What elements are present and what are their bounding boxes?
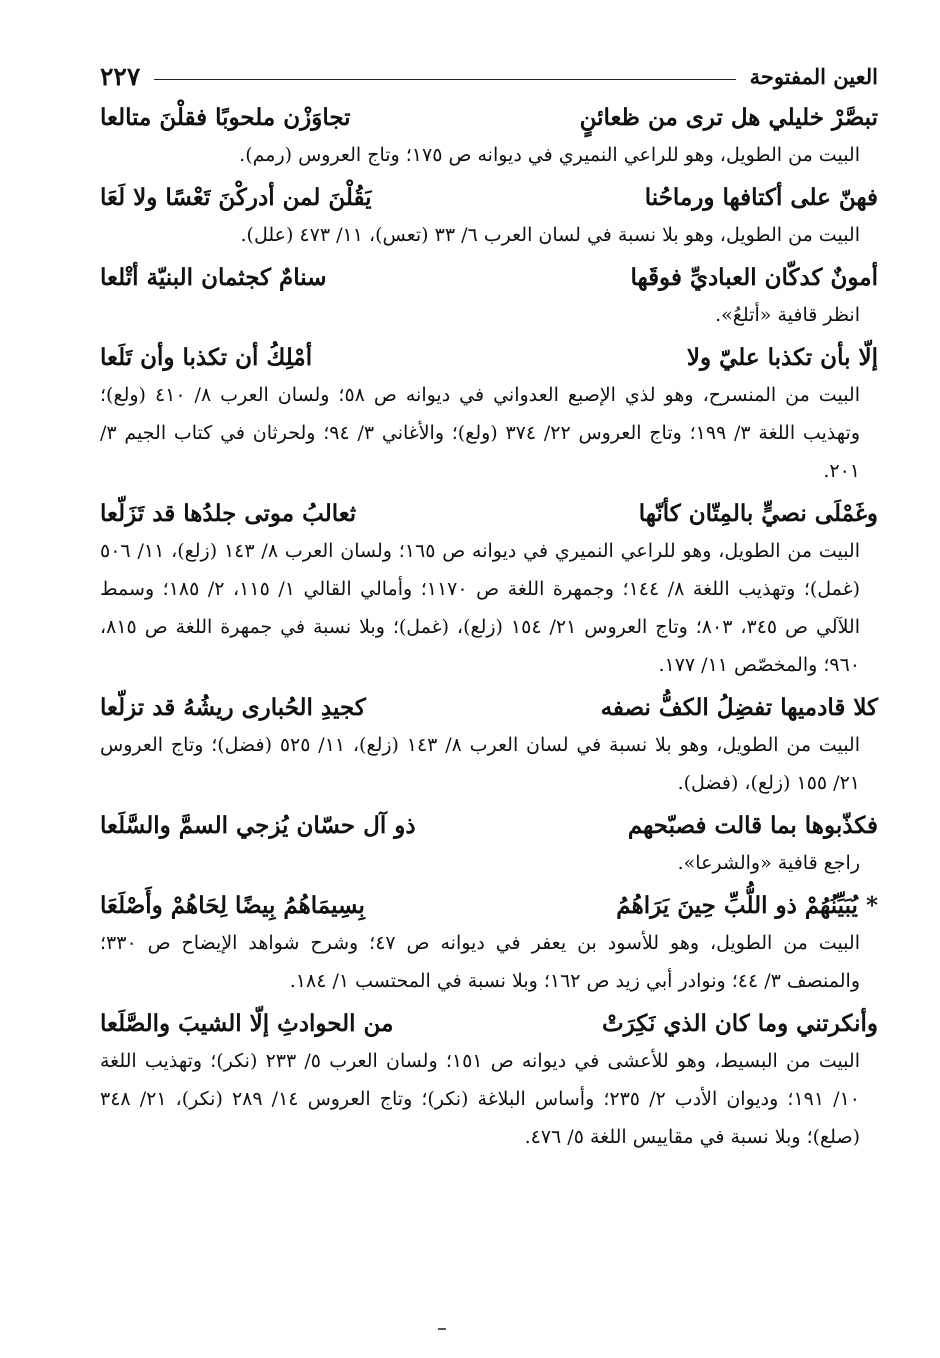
verse-line xyxy=(100,496,878,532)
first-hemistich: فكذّبوها بما قالت فصبّحهم xyxy=(627,812,878,839)
first-hemistich: وغَمْلَى نصيٍّ بالمِتّان كأنّها xyxy=(638,500,878,527)
second-hemistich: أمْلِكُ أن تكذبا وأن تَلَعا xyxy=(100,344,313,371)
second-hemistich: سنامٌ كجثمان البنيّة أتْلعا xyxy=(100,264,327,291)
verse-line xyxy=(100,180,878,216)
verse-entry xyxy=(100,100,878,174)
verse-note: البيت من الطويل، وهو للراعي النميري في ديوانه ص ١٧٥؛ وتاج العروس (رمم). xyxy=(239,144,860,166)
verse-note: البيت من الطويل، وهو للراعي النميري في ديوانه ص ١٦٥؛ ولسان العرب ٨/ ١٤٣ (زلع)، ١١/ ٥٠٦ (غمل)؛ وتهذيب اللغة ٨/ ١٤٤؛ وجمهرة اللغة ص ١١٧٠؛ وأمالي القالي ١/ ١١٥، ٢/ ١٨٥؛ وسمط اللآلي ص ٣٤٥، ٨٠٣؛ وتاج العروس ٢١/ ١٥٤ (زلع)، (غمل)؛ وبلا نسبة في جمهرة اللغة ص ٨١٥، ٩٦٠؛ والمخصّص ١١/ ١٧٧. xyxy=(100,540,860,676)
second-hemistich: تجاوَزْن ملحوبًا فقلْنَ متالعا xyxy=(100,104,351,131)
verse-entry xyxy=(100,808,878,882)
footer-mark xyxy=(438,1328,446,1330)
verse-line xyxy=(100,260,878,296)
verse-note: راجع قافية «والشرعا». xyxy=(677,852,860,874)
verse-line xyxy=(100,100,878,136)
first-hemistich: كلا قادميها تفضِلُ الكفُّ نصفه xyxy=(600,694,878,721)
header-rule xyxy=(154,79,735,80)
verse-entry xyxy=(100,1006,878,1156)
page-number: ٢٢٧ xyxy=(100,61,141,91)
first-hemistich: أمونٌ كدكّان العباديِّ فوقَها xyxy=(630,264,878,291)
second-hemistich: من الحوادثِ إلّا الشيبَ والصَّلَعا xyxy=(100,1010,394,1037)
second-hemistich: بِسِيمَاهُمُ بِيضًا لِحَاهُمْ وأَصْلَعَا xyxy=(100,892,365,919)
page-header xyxy=(100,58,878,94)
first-hemistich: تبصَّرْ خليلي هل ترى من ظعائنٍ xyxy=(579,104,878,131)
second-hemistich: يَقُلْنَ لمن أدركْنَ تَعْسًا ولا لَعَا xyxy=(100,184,372,211)
verse-note: البيت من الطويل، وهو بلا نسبة في لسان العرب ٨/ ١٤٣ (زلع)، ١١/ ٥٢٥ (فضل)؛ وتاج العروس ٢١/ ١٥٥ (زلع)، (فضل). xyxy=(100,734,860,794)
verse-note: البيت من الطويل، وهو للأسود بن يعفر في ديوانه ص ٤٧؛ وشرح شواهد الإيضاح ص ٣٣٠؛ والمنصف ٣/ ٤٤؛ ونوادر أبي زيد ص ١٦٢؛ وبلا نسبة في المحتسب ١/ ١٨٤. xyxy=(100,932,860,992)
verse-line xyxy=(100,888,878,924)
verse-note: انظر قافية «أتلعُ». xyxy=(715,304,860,326)
verse-note: البيت من البسيط، وهو للأعشى في ديوانه ص ١٥١؛ ولسان العرب ٥/ ٢٣٣ (نكر)؛ وتهذيب اللغة ١٠/ ١٩١؛ وديوان الأدب ٢/ ٢٣٥؛ وأساس البلاغة (نكر)؛ وتاج العروس ١٤/ ٢٨٩ (نكر)، ٢١/ ٣٤٨ (صلع)؛ وبلا نسبة في مقاييس اللغة ٥/ ٤٧٦. xyxy=(100,1050,860,1148)
verse-note: البيت من الطويل، وهو بلا نسبة في لسان العرب ٦/ ٣٣ (تعس)، ١١/ ٤٧٣ (علل). xyxy=(240,224,860,246)
verse-entry xyxy=(100,260,878,334)
verse-entry xyxy=(100,340,878,490)
first-hemistich: وأنكرتني وما كان الذي نَكِرَتْ xyxy=(601,1010,878,1037)
verse-entry xyxy=(100,496,878,684)
first-hemistich: * يُبَيِّنُهُمْ ذو اللُّبِّ حِينَ يَرَاهُمُ xyxy=(616,892,878,919)
first-hemistich: إلّا بأن تكذبا عليّ ولا xyxy=(686,344,878,371)
verse-line xyxy=(100,340,878,376)
verse-entry xyxy=(100,888,878,1000)
verse-line xyxy=(100,690,878,726)
verse-entry xyxy=(100,180,878,254)
second-hemistich: ثعالبُ موتى جلدُها قد تَزَلّعا xyxy=(100,500,357,527)
second-hemistich: ذو آل حسّان يُزجي السمَّ والسَّلَعا xyxy=(100,812,416,839)
second-hemistich: كجيدِ الحُبارى ريشُهُ قد تزلّعا xyxy=(100,694,366,721)
verse-line xyxy=(100,808,878,844)
verse-note: البيت من المنسرح، وهو لذي الإصبع العدواني في ديوانه ص ٥٨؛ ولسان العرب ٨/ ٤١٠ (ولع)؛ وتهذيب اللغة ٣/ ١٩٩؛ وتاج العروس ٢٢/ ٣٧٤ (ولع)؛ والأغاني ٣/ ٩٤؛ ولحرثان في كتاب الجيم ٣/ ٢٠١. xyxy=(100,384,860,482)
verse-line xyxy=(100,1006,878,1042)
verse-entry xyxy=(100,690,878,802)
chapter-title: العين المفتوحة xyxy=(749,63,878,89)
first-hemistich: فهنّ على أكتافها ورماحُنا xyxy=(644,184,878,211)
